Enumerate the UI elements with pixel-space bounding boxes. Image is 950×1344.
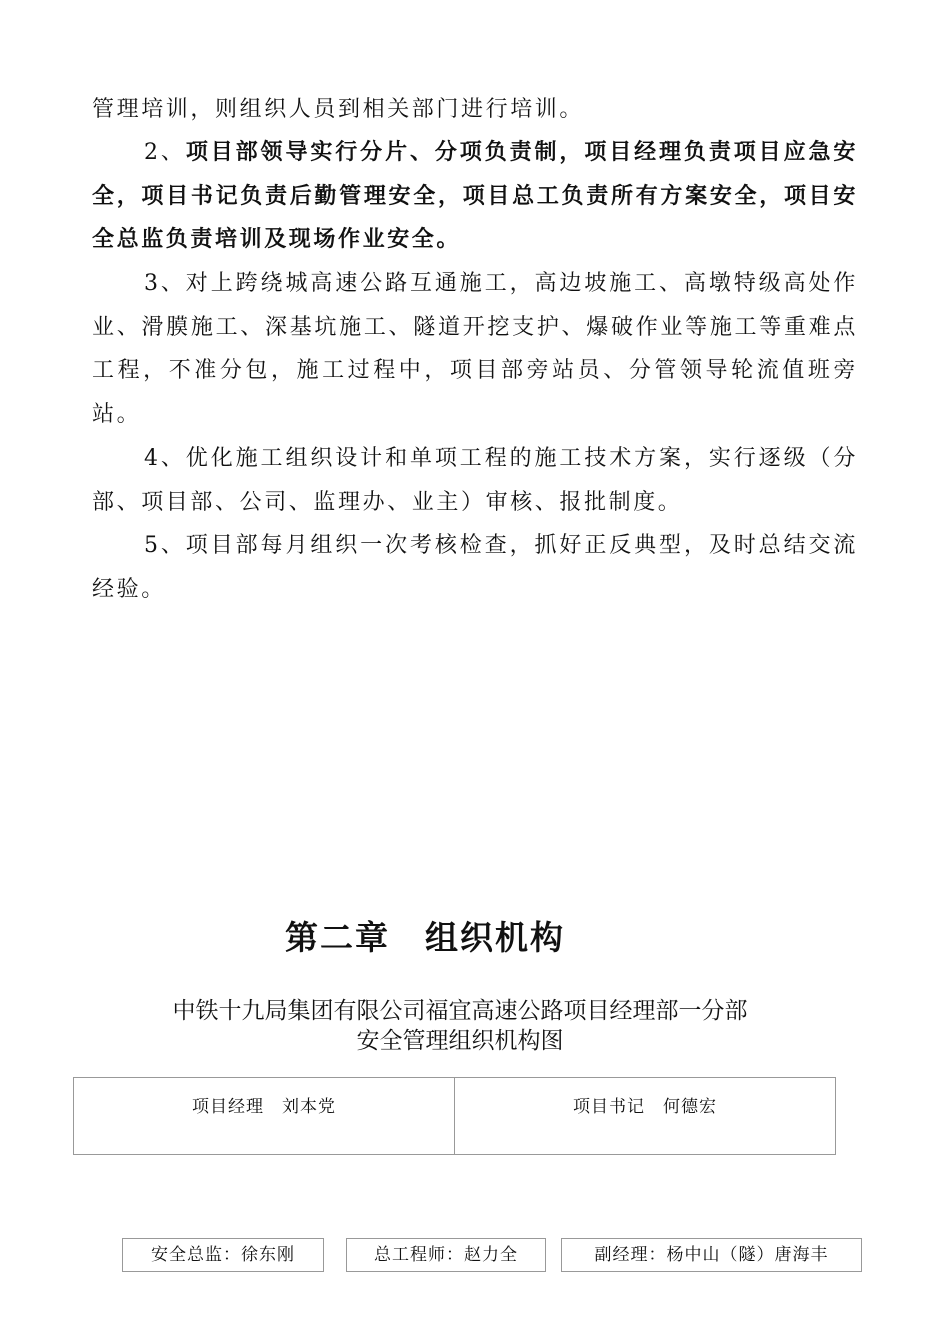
paragraph-item-2-bold-text: 项目部领导实行分片、分项负责制，项目经理负责项目应急安全，项目书记负责后勤管理安全，项目总工负责所有方案安全，项目安全总监负责培训及现场作业安全。 bbox=[92, 139, 858, 253]
project-secretary-box: 项目书记 何德宏 bbox=[454, 1078, 835, 1154]
paragraph-item-2 bbox=[92, 131, 858, 262]
paragraph-item-2-number: 2、 bbox=[144, 140, 186, 165]
paragraph-item-3: 3、对上跨绕城高速公路互通施工，高边坡施工、高墩特级高处作业、滑膜施工、深基坑施工、隧道开挖支护、爆破作业等施工等重难点工程，不准分包，施工过程中，项目部旁站员、分管领导轮流值班旁站。 bbox=[92, 271, 858, 427]
org-chart-title-line2: 安全管理组织机构图 bbox=[356, 1028, 564, 1054]
safety-director-box: 安全总监：徐东刚 bbox=[122, 1238, 324, 1272]
org-chart-title-line1: 中铁十九局集团有限公司福宜高速公路项目经理部一分部 bbox=[172, 998, 748, 1024]
project-manager-box: 项目经理 刘本党 bbox=[192, 1097, 336, 1117]
paragraph-continuation: 管理培训，则组织人员到相关部门进行培训。 bbox=[92, 97, 585, 122]
chapter-title: 第二章 组织机构 bbox=[285, 918, 565, 957]
org-chart-top-row bbox=[73, 1077, 836, 1155]
paragraph-item-5: 5、项目部每月组织一次考核检查，抓好正反典型，及时总结交流经验。 bbox=[92, 533, 858, 602]
deputy-manager-box: 副经理：杨中山（隧）唐海丰 bbox=[561, 1238, 862, 1272]
chief-engineer-box: 总工程师：赵力全 bbox=[346, 1238, 546, 1272]
paragraph-item-4: 4、优化施工组织设计和单项工程的施工技术方案，实行逐级（分部、项目部、公司、监理办、业主）审核、报批制度。 bbox=[92, 446, 858, 515]
